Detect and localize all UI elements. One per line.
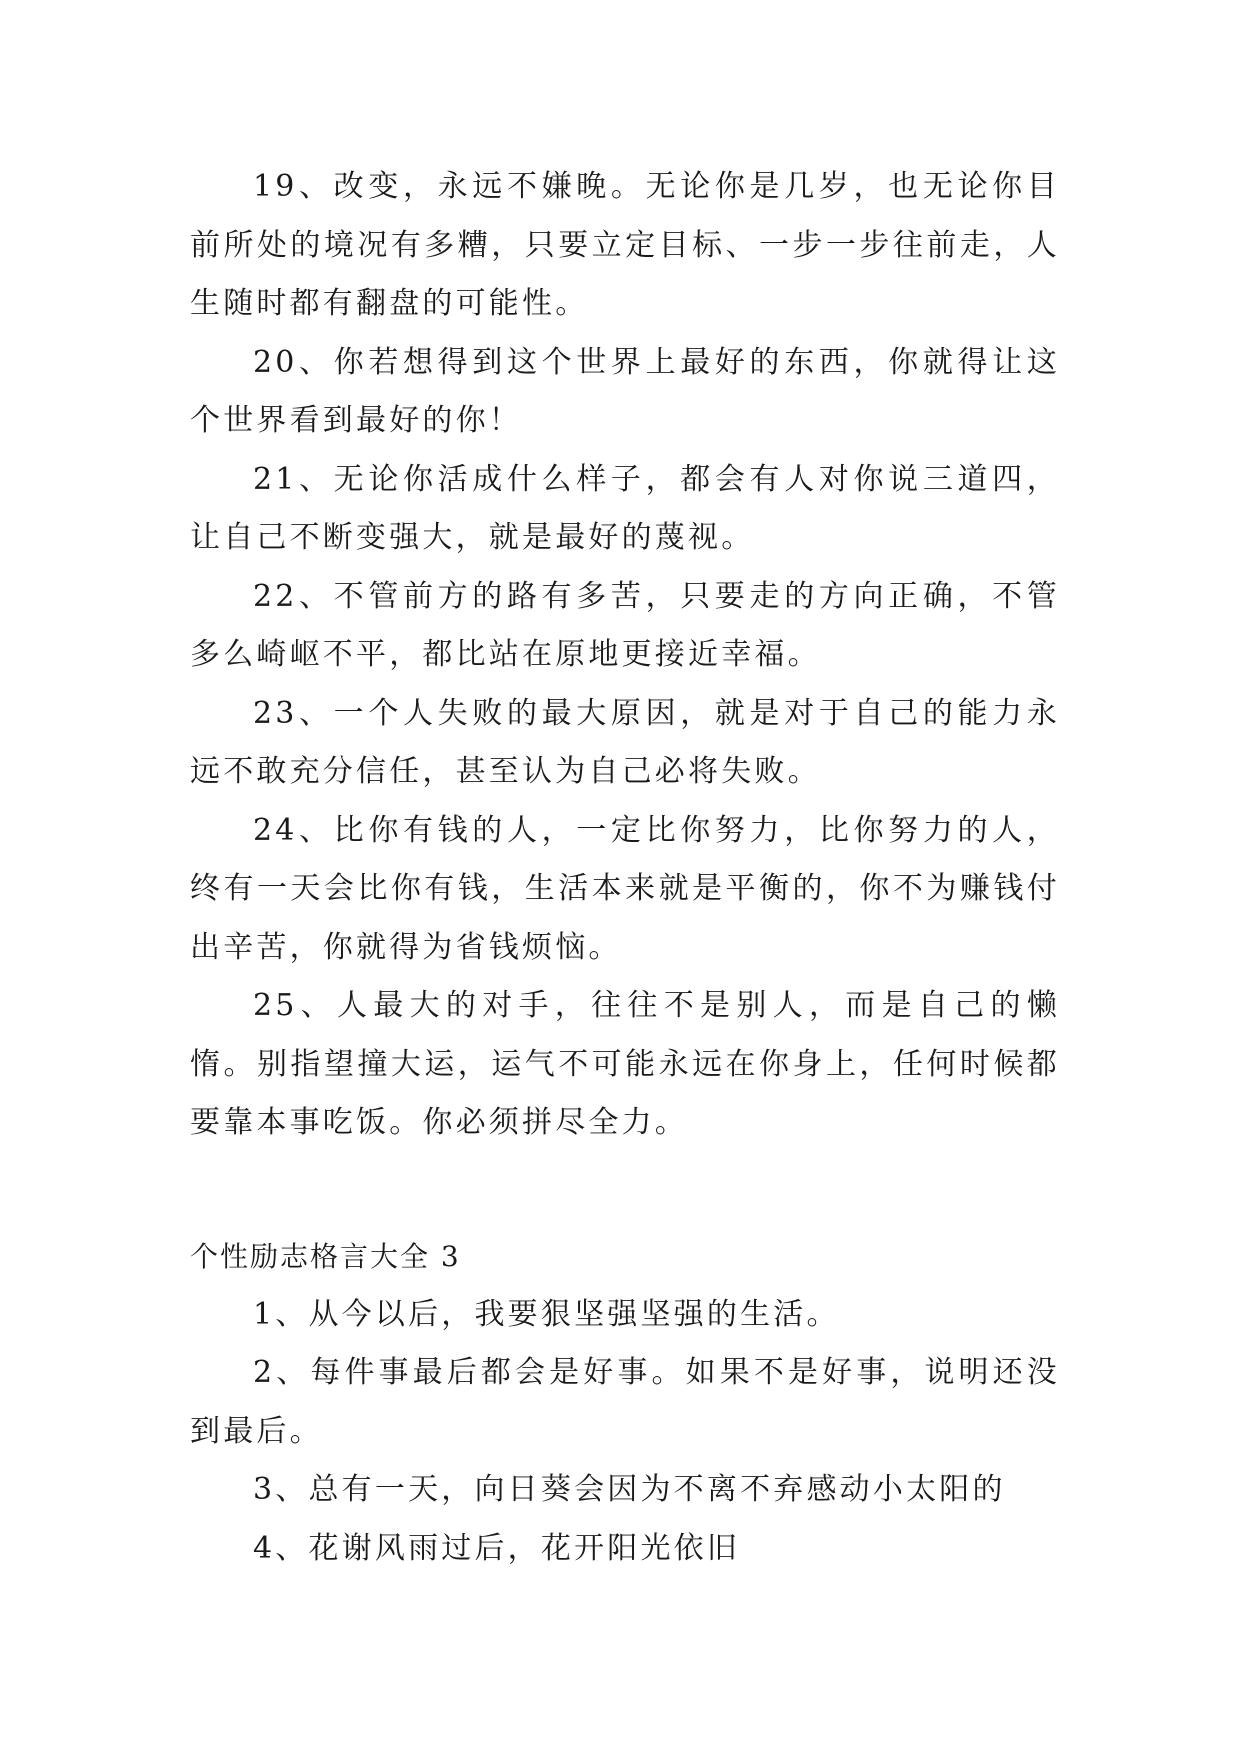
quote-item-21: 21、无论你活成什么样子，都会有人对你说三道四，让自己不断变强大，就是最好的蔑视。 (190, 461, 1060, 555)
quote-item-2: 2、每件事最后都会是好事。如果不是好事，说明还没到最后。 (190, 1355, 1060, 1449)
quote-item-23: 23、一个人失败的最大原因，就是对于自己的能力永远不敢充分信任，甚至认为自己必将失败。 (190, 695, 1060, 789)
quote-item-25: 25、人最大的对手，往往不是别人，而是自己的懒惰。别指望撞大运，运气不可能永远在你身上，任何时候都要靠本事吃饭。你必须拼尽全力。 (190, 988, 1060, 1140)
quote-item-3: 3、总有一天，向日葵会因为不离不弃感动小太阳的 (253, 1472, 1006, 1507)
quote-item-24: 24、比你有钱的人，一定比你努力，比你努力的人，终有一天会比你有钱，生活本来就是平衡的，你不为赚钱付出辛苦，你就得为省钱烦恼。 (190, 812, 1060, 965)
quote-item-1: 1、从今以后，我要狠坚强坚强的生活。 (253, 1296, 840, 1332)
quote-item-4: 4、花谢风雨过后，花开阳光依旧 (253, 1530, 741, 1566)
quote-item-22: 22、不管前方的路有多苦，只要走的方向正确，不管多么崎岖不平，都比站在原地更接近幸福。 (190, 578, 1060, 672)
quote-list-first (190, 158, 1060, 1153)
quote-item-20: 20、你若想得到这个世界上最好的东西，你就得让这个世界看到最好的你！ (190, 344, 1060, 438)
quote-item-19: 19、改变，永远不嫌晚。无论你是几岁，也无论你目前所处的境况有多糟，只要立定目标、一步一步往前走，人生随时都有翻盘的可能性。 (190, 169, 1060, 321)
quote-list-second (190, 1286, 1060, 1579)
document-body (190, 158, 1060, 1578)
section-title: 个性励志格言大全 3 (190, 1239, 461, 1273)
